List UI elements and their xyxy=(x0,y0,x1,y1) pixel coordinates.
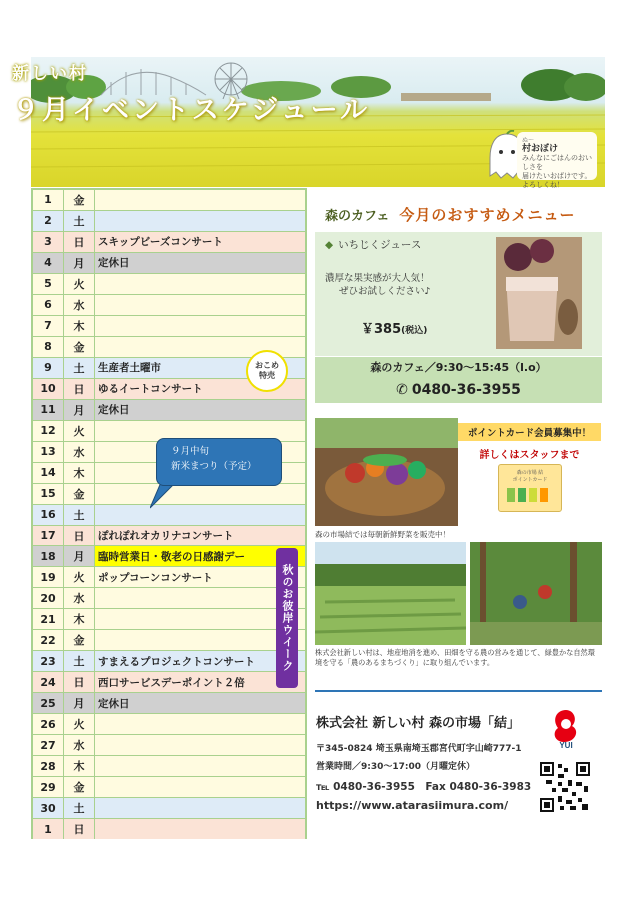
rice-festival-bubble xyxy=(156,438,282,486)
calendar-row xyxy=(33,588,305,608)
menu-price xyxy=(361,318,427,337)
calendar-weekday: 土 xyxy=(64,798,95,818)
calendar-day: 11 xyxy=(33,400,64,420)
calendar-row xyxy=(33,253,305,273)
calendar-event xyxy=(95,798,305,818)
banner-subtitle: 新しい村 xyxy=(12,64,88,84)
calendar-event xyxy=(95,630,305,650)
calendar-weekday: 土 xyxy=(64,211,95,231)
cafe-hours: 森のカフェ／9:30〜15:45（l.o） xyxy=(315,357,602,377)
rice-festival-date: ９月中旬 xyxy=(171,446,210,457)
cafe-header xyxy=(315,196,602,232)
calendar-weekday: 月 xyxy=(64,253,95,273)
calendar-event: 生産者土曜市 xyxy=(98,362,161,375)
mascot-note-line3: みんなにごはんのおいしさを xyxy=(522,154,592,171)
vegetable-basket-photo xyxy=(315,418,458,526)
point-card-line1: 森の市場 結 xyxy=(516,470,544,476)
calendar-event xyxy=(95,735,305,755)
page-title: ９月イベントスケジュール xyxy=(12,95,371,126)
calendar-weekday: 月 xyxy=(64,546,95,566)
calendar-row xyxy=(33,211,305,231)
cafe-recommend-title: 今月のおすすめメニュー xyxy=(399,205,576,224)
yui-logo-icon xyxy=(546,706,586,750)
calendar-weekday: 水 xyxy=(64,442,95,462)
calendar-day: 15 xyxy=(33,484,64,504)
cafe-menu-card xyxy=(315,232,602,356)
calendar-row xyxy=(33,400,305,420)
calendar-day: 12 xyxy=(33,421,64,441)
calendar-day: 4 xyxy=(33,253,64,273)
calendar-weekday: 日 xyxy=(64,819,95,839)
tel-fax: ℡ 0480-36-3955 Fax 0480-36-3983 xyxy=(316,781,532,793)
calendar-day: 1 xyxy=(33,819,64,839)
calendar-weekday: 金 xyxy=(64,630,95,650)
cafe-name: 森のカフェ xyxy=(325,208,390,224)
calendar-day: 17 xyxy=(33,526,64,546)
calendar-day: 18 xyxy=(33,546,64,566)
calendar-event: ポップコーンコンサート xyxy=(98,571,213,584)
calendar-day: 7 xyxy=(33,316,64,336)
phone-icon: ✆ xyxy=(396,382,408,398)
calendar-row xyxy=(33,630,305,650)
calendar-row xyxy=(33,546,305,566)
calendar-weekday: 火 xyxy=(64,421,95,441)
mascot-note-line1: ぬ〜 xyxy=(522,137,535,144)
calendar-day: 6 xyxy=(33,295,64,315)
calendar-event xyxy=(95,274,305,294)
calendar-weekday: 金 xyxy=(64,777,95,797)
calendar-day: 1 xyxy=(33,190,64,210)
forest-work-photo xyxy=(470,542,602,645)
mascot-note-line2: 村おぼけ xyxy=(522,144,559,154)
calendar-weekday: 木 xyxy=(64,463,95,483)
calendar-event xyxy=(95,714,305,734)
calendar-day: 14 xyxy=(33,463,64,483)
calendar-weekday: 土 xyxy=(64,358,95,378)
calendar-day: 19 xyxy=(33,567,64,587)
point-card-banner: ポイントカード会員募集中！ xyxy=(458,423,601,441)
calendar-day: 2 xyxy=(33,211,64,231)
rice-sale-line2: 特売 xyxy=(259,371,275,380)
calendar-event: 定休日 xyxy=(98,257,130,270)
yui-logo-text: YUI xyxy=(559,741,573,750)
calendar-row xyxy=(33,232,305,252)
section-divider xyxy=(315,690,602,692)
calendar-weekday: 土 xyxy=(64,505,95,525)
calendar-row xyxy=(33,798,305,818)
calendar-row xyxy=(33,651,305,671)
calendar-weekday: 火 xyxy=(64,274,95,294)
calendar-row xyxy=(33,295,305,315)
calendar-day: 28 xyxy=(33,756,64,776)
calendar-row xyxy=(33,672,305,692)
rice-festival-label: 新米まつり（予定） xyxy=(171,461,257,472)
calendar-day: 25 xyxy=(33,693,64,713)
calendar-weekday: 日 xyxy=(64,526,95,546)
menu-item xyxy=(325,237,421,252)
calendar-weekday: 木 xyxy=(64,756,95,776)
menu-description xyxy=(325,272,431,298)
calendar-event: 臨時営業日・敬老の日感謝デー xyxy=(95,546,305,566)
qr-code-icon[interactable] xyxy=(540,762,590,812)
calendar-event: 定休日 xyxy=(98,697,130,710)
calendar-row xyxy=(33,693,305,713)
company-description: 株式会社新しい村は、地産地消を進め、田畑を守る農の営みを通じて、緑豊かな自然環境を守る「農のあるまちづくり」に取り組んでいます。 xyxy=(315,648,595,667)
calendar-row xyxy=(33,526,305,546)
calendar-day: 20 xyxy=(33,588,64,608)
diamond-bullet-icon: ◆ xyxy=(325,239,334,251)
calendar-row xyxy=(33,567,305,587)
calendar-weekday: 金 xyxy=(64,337,95,357)
menu-price-tax: (税込) xyxy=(401,326,428,336)
menu-item-name: いちじくジュース xyxy=(338,239,422,251)
calendar-row xyxy=(33,609,305,629)
rice-field-photo xyxy=(315,542,466,645)
point-card-line2: ポイントカード xyxy=(512,477,548,483)
cafe-phone xyxy=(315,377,602,403)
calendar-event xyxy=(95,777,305,797)
calendar-day: 9 xyxy=(33,358,64,378)
calendar-event: ゆるイートコンサート xyxy=(98,383,203,396)
calendar-event: スキップビーズコンサート xyxy=(98,236,223,249)
calendar-row xyxy=(33,714,305,734)
calendar-row xyxy=(33,190,305,210)
calendar-event xyxy=(95,756,305,776)
calendar-weekday: 金 xyxy=(64,484,95,504)
calendar-day: 3 xyxy=(33,232,64,252)
calendar-event xyxy=(95,588,305,608)
calendar-weekday: 水 xyxy=(64,735,95,755)
company-name: 株式会社 新しい村 森の市場「結」 xyxy=(316,716,521,731)
calendar-event xyxy=(95,819,305,839)
menu-desc-line2: ぜひお試しください♪ xyxy=(339,286,431,297)
calendar-event xyxy=(95,484,305,504)
rice-sale-sticker xyxy=(246,350,288,392)
calendar-row xyxy=(33,735,305,755)
mascot-note xyxy=(517,132,597,189)
calendar-event: 西口サービスデーポイント２倍 xyxy=(98,676,245,689)
calendar-day: 30 xyxy=(33,798,64,818)
calendar-weekday: 木 xyxy=(64,609,95,629)
website-link[interactable]: https://www.atarasiimura.com/ xyxy=(316,799,509,812)
calendar-day: 10 xyxy=(33,379,64,399)
point-card-contact: 詳しくはスタッフまで xyxy=(479,450,580,461)
calendar-day: 16 xyxy=(33,505,64,525)
calendar-day: 26 xyxy=(33,714,64,734)
calendar-weekday: 日 xyxy=(64,379,95,399)
calendar-weekday: 金 xyxy=(64,190,95,210)
calendar-day: 13 xyxy=(33,442,64,462)
menu-price-value: ￥385 xyxy=(361,322,402,337)
calendar-row xyxy=(33,819,305,839)
calendar-row xyxy=(33,777,305,797)
calendar-event xyxy=(95,211,305,231)
calendar-day: 23 xyxy=(33,651,64,671)
calendar-day: 8 xyxy=(33,337,64,357)
calendar-event: すまえるプロジェクトコンサート xyxy=(98,655,255,668)
calendar-row xyxy=(33,274,305,294)
business-hours: 営業時間／9:30〜17:00（月曜定休） xyxy=(316,762,476,772)
calendar-weekday: 土 xyxy=(64,651,95,671)
calendar-day: 29 xyxy=(33,777,64,797)
calendar-row xyxy=(33,756,305,776)
calendar-weekday: 日 xyxy=(64,672,95,692)
calendar-event xyxy=(95,316,305,336)
point-card-image xyxy=(498,464,562,512)
calendar-day: 21 xyxy=(33,609,64,629)
calendar-day: 27 xyxy=(33,735,64,755)
cafe-phone-number: 0480-36-3955 xyxy=(411,382,521,398)
mascot-note-line4: 届けたいおばけです。よろしくね！ xyxy=(522,172,592,189)
calendar-weekday: 水 xyxy=(64,295,95,315)
calendar-event xyxy=(95,190,305,210)
calendar-row xyxy=(33,316,305,336)
calendar-event xyxy=(95,295,305,315)
calendar-event xyxy=(95,505,305,525)
autumn-equinox-week-tag: 秋のお彼岸ウイーク xyxy=(276,548,298,688)
calendar-event: 定休日 xyxy=(98,404,130,417)
calendar-weekday: 月 xyxy=(64,693,95,713)
calendar-weekday: 火 xyxy=(64,567,95,587)
calendar-weekday: 月 xyxy=(64,400,95,420)
calendar-weekday: 木 xyxy=(64,316,95,336)
calendar-event: ぽれぽれオカリナコンサート xyxy=(98,530,234,542)
calendar-day: 5 xyxy=(33,274,64,294)
calendar-day: 22 xyxy=(33,630,64,650)
calendar-event xyxy=(95,609,305,629)
calendar-weekday: 日 xyxy=(64,232,95,252)
market-caption: 森の市場結では毎朝新鮮野菜を販売中！ xyxy=(315,530,450,539)
menu-desc-line1: 濃厚な果実感が大人気！ xyxy=(325,273,430,284)
company-address: 〒345-0824 埼玉県南埼玉郡宮代町字山崎777-1 xyxy=(316,744,522,754)
rice-sale-line1: おこめ xyxy=(255,361,279,370)
calendar-day: 24 xyxy=(33,672,64,692)
calendar-weekday: 水 xyxy=(64,588,95,608)
fig-juice-photo xyxy=(496,237,582,349)
calendar-weekday: 火 xyxy=(64,714,95,734)
event-calendar xyxy=(31,188,307,839)
